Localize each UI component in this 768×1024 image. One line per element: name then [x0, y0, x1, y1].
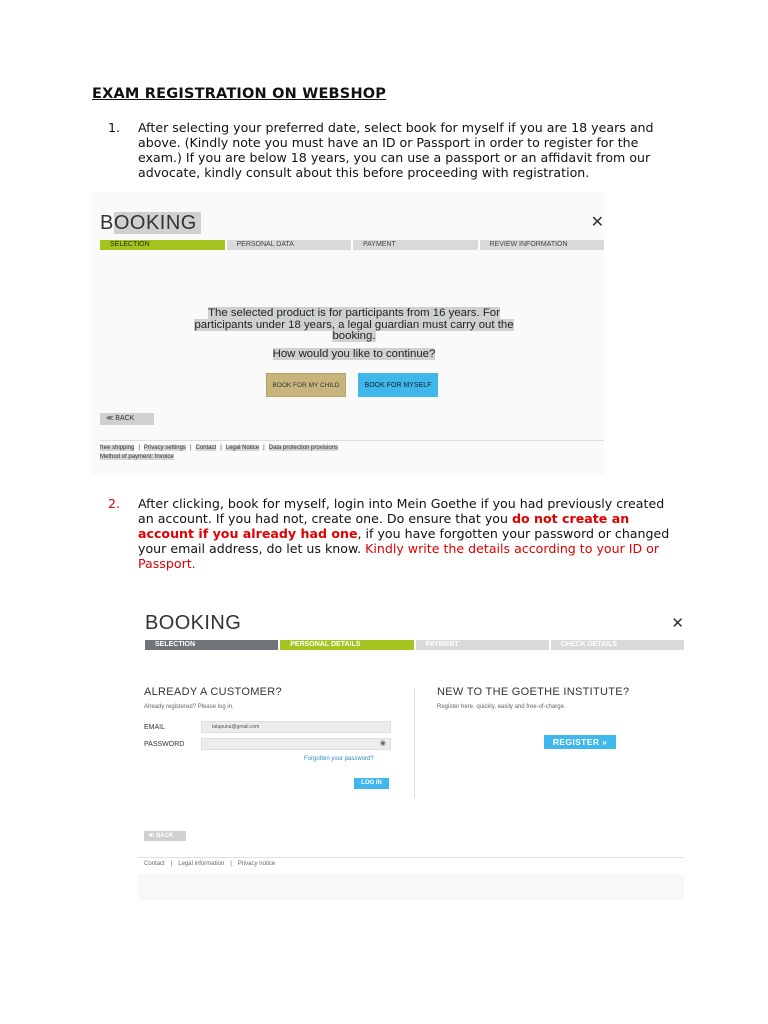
booking-screenshot-selection — [92, 192, 604, 475]
column-divider — [414, 688, 415, 798]
footer-link-privacy-notice[interactable]: Privacy notice — [237, 861, 276, 867]
password-label: PASSWORD — [144, 741, 185, 748]
step-check-details: CHECK DETAILS — [549, 640, 684, 650]
register-button[interactable]: REGISTER » — [544, 735, 616, 749]
step-personal-data: PERSONAL DATA — [225, 240, 352, 250]
new-customer-heading: NEW TO THE GOETHE INSTITUTE? — [437, 686, 630, 698]
step-personal-details: PERSONAL DETAILS — [278, 640, 413, 650]
continue-question: How would you like to continue? — [272, 348, 436, 360]
footer-links: Contact | Legal information | Privacy notice — [144, 861, 276, 867]
footer-link-contact[interactable]: Contact — [195, 445, 217, 451]
footer-link-contact[interactable]: Contact — [144, 861, 165, 867]
close-icon[interactable]: ✕ — [671, 614, 684, 632]
booking-progress-steps — [100, 240, 604, 250]
footer-link-privacy-settings[interactable]: Privacy settings — [143, 445, 186, 451]
step-selection: SELECTION — [100, 240, 225, 250]
new-customer-subtext: Register here, quickly, easily and free-of-charge. — [437, 704, 566, 710]
forgot-password-link[interactable]: Forgotten your password? — [304, 756, 374, 762]
close-icon[interactable]: ✕ — [590, 212, 604, 231]
footer-link-legal-notice[interactable]: Legal Notice — [225, 445, 260, 451]
footer-link-data-protection[interactable]: Data protection provisions — [268, 445, 339, 451]
age-requirement-message: The selected product is for participants from 16 years. For participants under 18 years, a legal guardian must carry out the booking. — [194, 307, 514, 342]
footer-links: free shipping | Privacy settings | Contact | Legal Notice | Data protection provisions Method of payment: Invoice — [100, 445, 339, 460]
already-customer-heading: ALREADY A CUSTOMER? — [144, 686, 282, 698]
instruction-step-1 — [108, 120, 678, 180]
already-customer-subtext: Already registered? Please log in. — [144, 704, 234, 710]
step-number: 2. — [108, 496, 121, 511]
step-review-information: REVIEW INFORMATION — [478, 240, 605, 250]
booking-screenshot-personal-details — [138, 604, 684, 900]
step-number: 1. — [108, 120, 121, 135]
booking-title: BOOKING — [100, 212, 201, 235]
divider — [100, 440, 604, 441]
eye-icon[interactable]: ◉ — [379, 740, 386, 747]
back-button[interactable]: ≪ BACK — [100, 413, 154, 425]
footer-link-legal-information[interactable]: Legal information — [178, 861, 225, 867]
footer-band — [138, 874, 684, 900]
divider — [138, 857, 684, 858]
booking-title: BOOKING — [145, 612, 242, 634]
booking-progress-steps — [145, 640, 684, 650]
book-for-my-child-button[interactable]: BOOK FOR MY CHILD — [266, 373, 346, 397]
step-payment: PAYMENT — [414, 640, 549, 650]
footer-link-free-shipping[interactable]: free shipping — [100, 445, 135, 451]
email-label: EMAIL — [144, 724, 166, 731]
password-field[interactable] — [201, 738, 391, 750]
back-button[interactable]: ≪ BACK — [144, 831, 186, 841]
book-for-myself-button[interactable]: BOOK FOR MYSELF — [358, 373, 438, 397]
instruction-step-2 — [108, 496, 678, 571]
step-text: After selecting your preferred date, select book for myself if you are 18 years and above. (Kindly note you must have an ID or Passport in order to register for the exam.) If you are below 18 years, you can use a passport or an affidavit from our advocate, kindly consult about this before proceeding with registration. — [138, 120, 654, 180]
log-in-button[interactable]: LOG IN — [354, 778, 389, 789]
step-selection: SELECTION — [145, 640, 278, 650]
document-title: EXAM REGISTRATION ON WEBSHOP — [92, 86, 387, 102]
step-payment: PAYMENT — [351, 240, 478, 250]
email-field[interactable]: tatapuna@gmail.com — [201, 721, 391, 733]
footer-payment-method: Method of payment: Invoice — [100, 454, 174, 460]
step-text: After clicking, book for myself, login into Mein Goethe if you had previously created an account. If you had not, create one. Do ensure that you do not create an account if you already had one, if you have forgotten your password or changed your email address, do let us know. Kindly write the details according to your ID or Passport. — [138, 496, 670, 571]
